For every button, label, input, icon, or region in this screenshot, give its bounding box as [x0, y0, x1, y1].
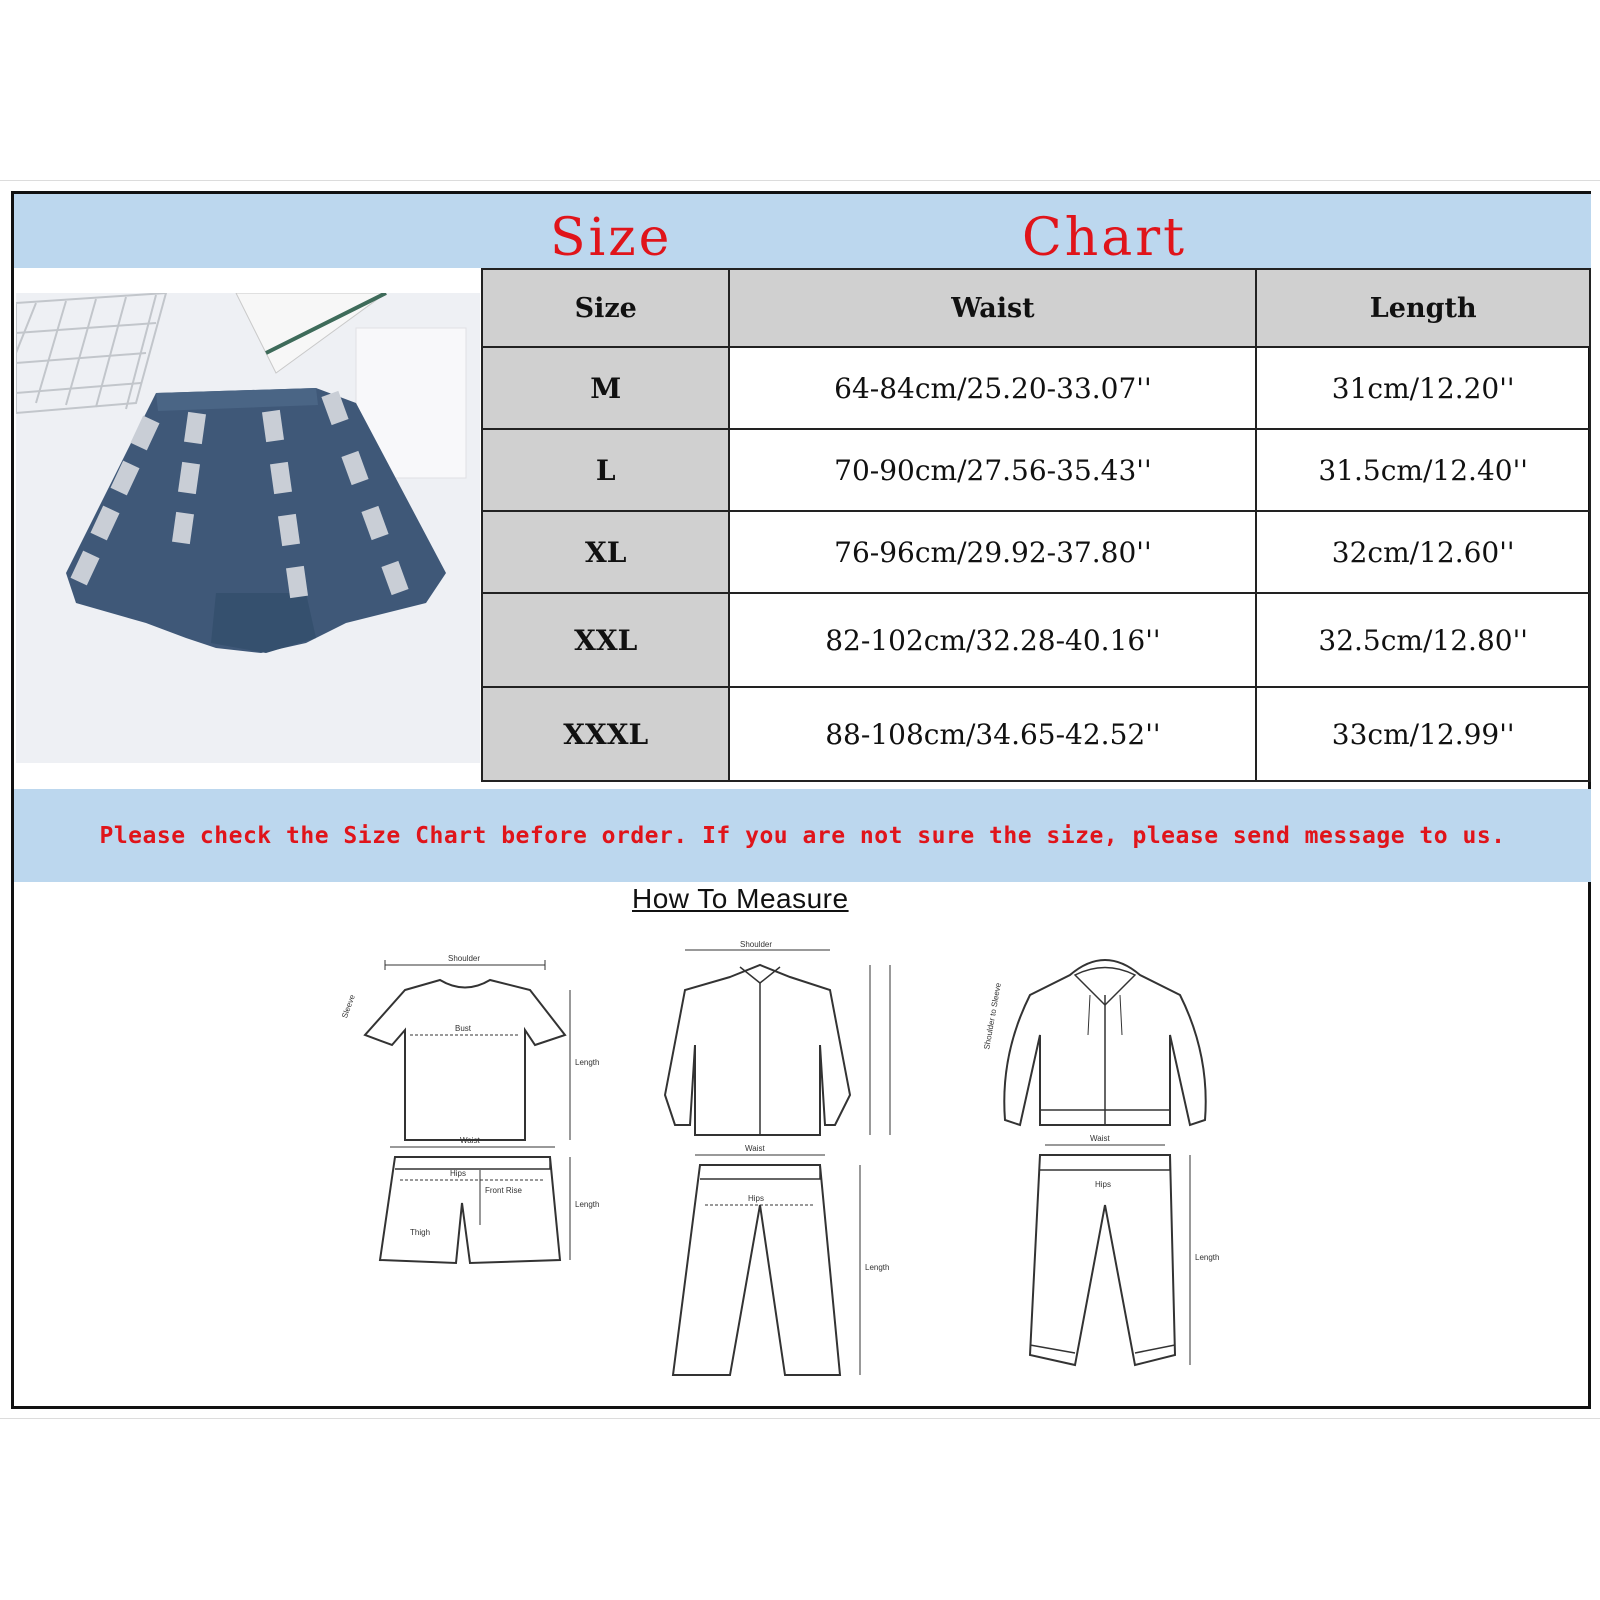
label-sleeve: Sleeve [340, 993, 357, 1020]
size-table [481, 268, 1591, 782]
label-length: Length [575, 1058, 600, 1067]
label-hips-trousers: Hips [748, 1194, 765, 1203]
joggers-icon [982, 982, 1219, 1365]
header-waist: Waist [729, 269, 1256, 347]
table-row [482, 511, 1590, 593]
size-cell: XL [482, 511, 729, 593]
length-cell: 32.5cm/12.80'' [1256, 593, 1590, 687]
title-chart: Chart [1022, 208, 1188, 268]
notice-text: Please check the Size Chart before order. If you are not sure the size, please send message to us. [14, 789, 1591, 882]
hoodie-icon [1004, 960, 1205, 1125]
trousers-icon [673, 1144, 889, 1375]
length-cell: 33cm/12.99'' [1256, 687, 1590, 781]
title-size: Size [550, 208, 673, 268]
size-cell: XXXL [482, 687, 729, 781]
how-to-measure-title: How To Measure [632, 883, 849, 914]
size-cell: XXL [482, 593, 729, 687]
waist-cell: 82-102cm/32.28-40.16'' [729, 593, 1256, 687]
length-cell: 31cm/12.20'' [1256, 347, 1590, 429]
title-band [14, 194, 1591, 268]
label-waist-joggers: Waist [1090, 1134, 1110, 1143]
label-waist-trousers: Waist [745, 1144, 765, 1153]
grid-line [0, 1418, 1600, 1419]
table-row [482, 593, 1590, 687]
header-length: Length [1256, 269, 1590, 347]
waist-cell: 70-90cm/27.56-35.43'' [729, 429, 1256, 511]
table-row [482, 687, 1590, 781]
grid-line [0, 180, 1600, 181]
tshirt-icon [340, 954, 599, 1140]
shorts-icon [380, 1136, 599, 1263]
label-shoulder-to-sleeve: Shoulder to Sleeve [982, 982, 1003, 1051]
waist-cell: 76-96cm/29.92-37.80'' [729, 511, 1256, 593]
table-row [482, 429, 1590, 511]
label-length-shorts: Length [575, 1200, 600, 1209]
label-shoulder-shirt: Shoulder [740, 940, 773, 949]
waist-cell: 88-108cm/34.65-42.52'' [729, 687, 1256, 781]
length-cell: 31.5cm/12.40'' [1256, 429, 1590, 511]
shorts-photo-icon [16, 293, 480, 763]
label-front-rise: Front Rise [485, 1186, 522, 1195]
size-cell: M [482, 347, 729, 429]
label-shoulder: Shoulder [448, 954, 481, 963]
label-bust: Bust [455, 1024, 472, 1033]
product-photo [16, 293, 480, 763]
label-hips: Hips [450, 1169, 467, 1178]
length-cell: 32cm/12.60'' [1256, 511, 1590, 593]
table-row [482, 347, 1590, 429]
shirt-icon [665, 940, 890, 1135]
label-length-joggers: Length [1195, 1253, 1220, 1262]
label-length-trousers: Length [865, 1263, 890, 1272]
size-cell: L [482, 429, 729, 511]
table-header-row [482, 269, 1590, 347]
measure-diagrams [330, 935, 1290, 1405]
label-waist: Waist [460, 1136, 480, 1145]
waist-cell: 64-84cm/25.20-33.07'' [729, 347, 1256, 429]
label-thigh: Thigh [410, 1228, 431, 1237]
header-size: Size [482, 269, 729, 347]
label-hips-joggers: Hips [1095, 1180, 1112, 1189]
